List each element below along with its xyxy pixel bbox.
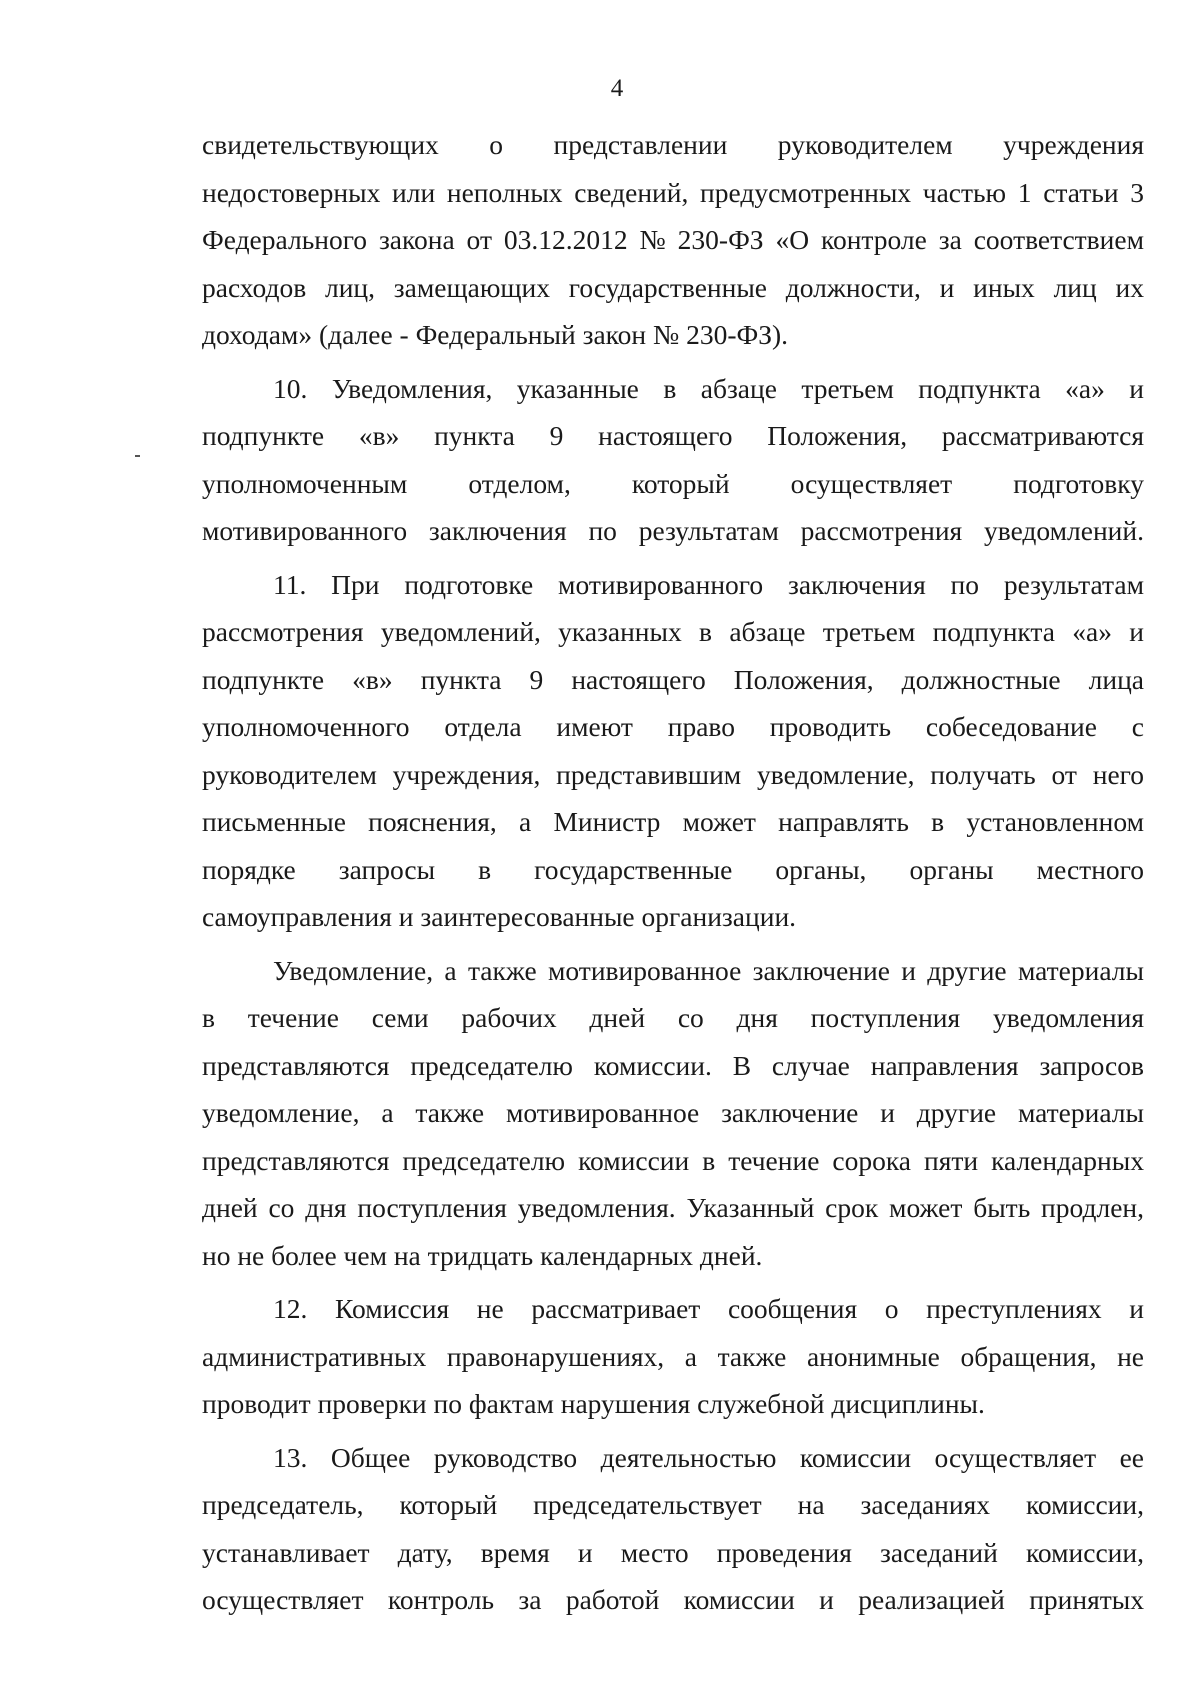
text-line: подпункте «в» пункта 9 настоящего Положения, должностные лица — [202, 663, 1144, 695]
text-line: руководителем учреждения, представившим уведомление, получать от него — [202, 758, 1144, 790]
paragraph-12 — [202, 1285, 1144, 1428]
text-line: свидетельствующих о представлении руководителем учреждения — [202, 129, 1144, 160]
text-line: председатель, который председательствует на заседаниях комиссии, — [202, 1489, 1144, 1520]
text-line: Федерального закона от 03.12.2012 № 230-ФЗ «О контроле за соответствием — [202, 224, 1144, 255]
text-line: но не более чем на тридцать календарных дней. — [202, 1239, 763, 1271]
text-line: письменные пояснения, а Министр может направлять в установленном — [202, 806, 1144, 837]
text-line: подпункте «в» пункта 9 настоящего Положения, рассматриваются — [202, 420, 1144, 451]
text-line: уполномоченного отдела имеют право проводить собеседование с — [202, 711, 1144, 742]
paragraph-continuation — [202, 121, 1144, 359]
document-body — [202, 121, 1144, 1624]
text-line: административных правонарушениях, а также анонимные обращения, не — [202, 1340, 1144, 1372]
text-line: представляются председателю комиссии. В случае направления запросов — [202, 1049, 1144, 1081]
text-line: самоуправления и заинтересованные организации. — [202, 901, 797, 932]
text-line: доходам» (далее - Федеральный закон № 230-ФЗ). — [202, 319, 789, 350]
paragraph-11 — [202, 561, 1144, 941]
text-line: расходов лиц, замещающих государственные должности, и иных лиц их — [202, 271, 1144, 303]
text-line: рассмотрения уведомлений, указанных в абзаце третьем подпункта «а» и — [202, 616, 1144, 647]
text-line: представляются председателю комиссии в течение сорока пяти календарных — [202, 1144, 1144, 1176]
paragraph-13 — [202, 1434, 1144, 1624]
text-line: устанавливает дату, время и место проведения заседаний комиссии, — [202, 1536, 1144, 1568]
paragraph-10 — [202, 365, 1144, 555]
text-line: в течение семи рабочих дней со дня поступления уведомления — [202, 1002, 1144, 1033]
text-line: уведомление, а также мотивированное заключение и другие материалы — [202, 1097, 1144, 1128]
text-line: осуществляет контроль за работой комиссии и реализацией принятых — [202, 1584, 1144, 1615]
text-line: мотивированного заключения по результатам рассмотрения уведомлений. — [202, 515, 1144, 546]
page-number: 4 — [610, 75, 624, 102]
text-line: 12. Комиссия не рассматривает сообщения о преступлениях и — [273, 1293, 1144, 1324]
text-line: порядке запросы в государственные органы, органы местного — [202, 853, 1144, 885]
text-line: 10. Уведомления, указанные в абзаце третьем подпункта «а» и — [273, 372, 1144, 404]
text-line: 11. При подготовке мотивированного заключения по результатам — [273, 568, 1144, 600]
margin-mark — [135, 455, 140, 457]
paragraph-11-continued — [202, 947, 1144, 1280]
text-line: проводит проверки по фактам нарушения служебной дисциплины. — [202, 1388, 985, 1419]
text-line: уполномоченным отделом, который осуществляет подготовку — [202, 467, 1144, 499]
text-line: недостоверных или неполных сведений, предусмотренных частью 1 статьи 3 — [202, 176, 1144, 208]
text-line: Уведомление, а также мотивированное заключение и другие материалы — [273, 954, 1144, 986]
text-line: дней со дня поступления уведомления. Указанный срок может быть продлен, — [202, 1192, 1144, 1223]
text-line: 13. Общее руководство деятельностью комиссии осуществляет ее — [273, 1441, 1144, 1473]
